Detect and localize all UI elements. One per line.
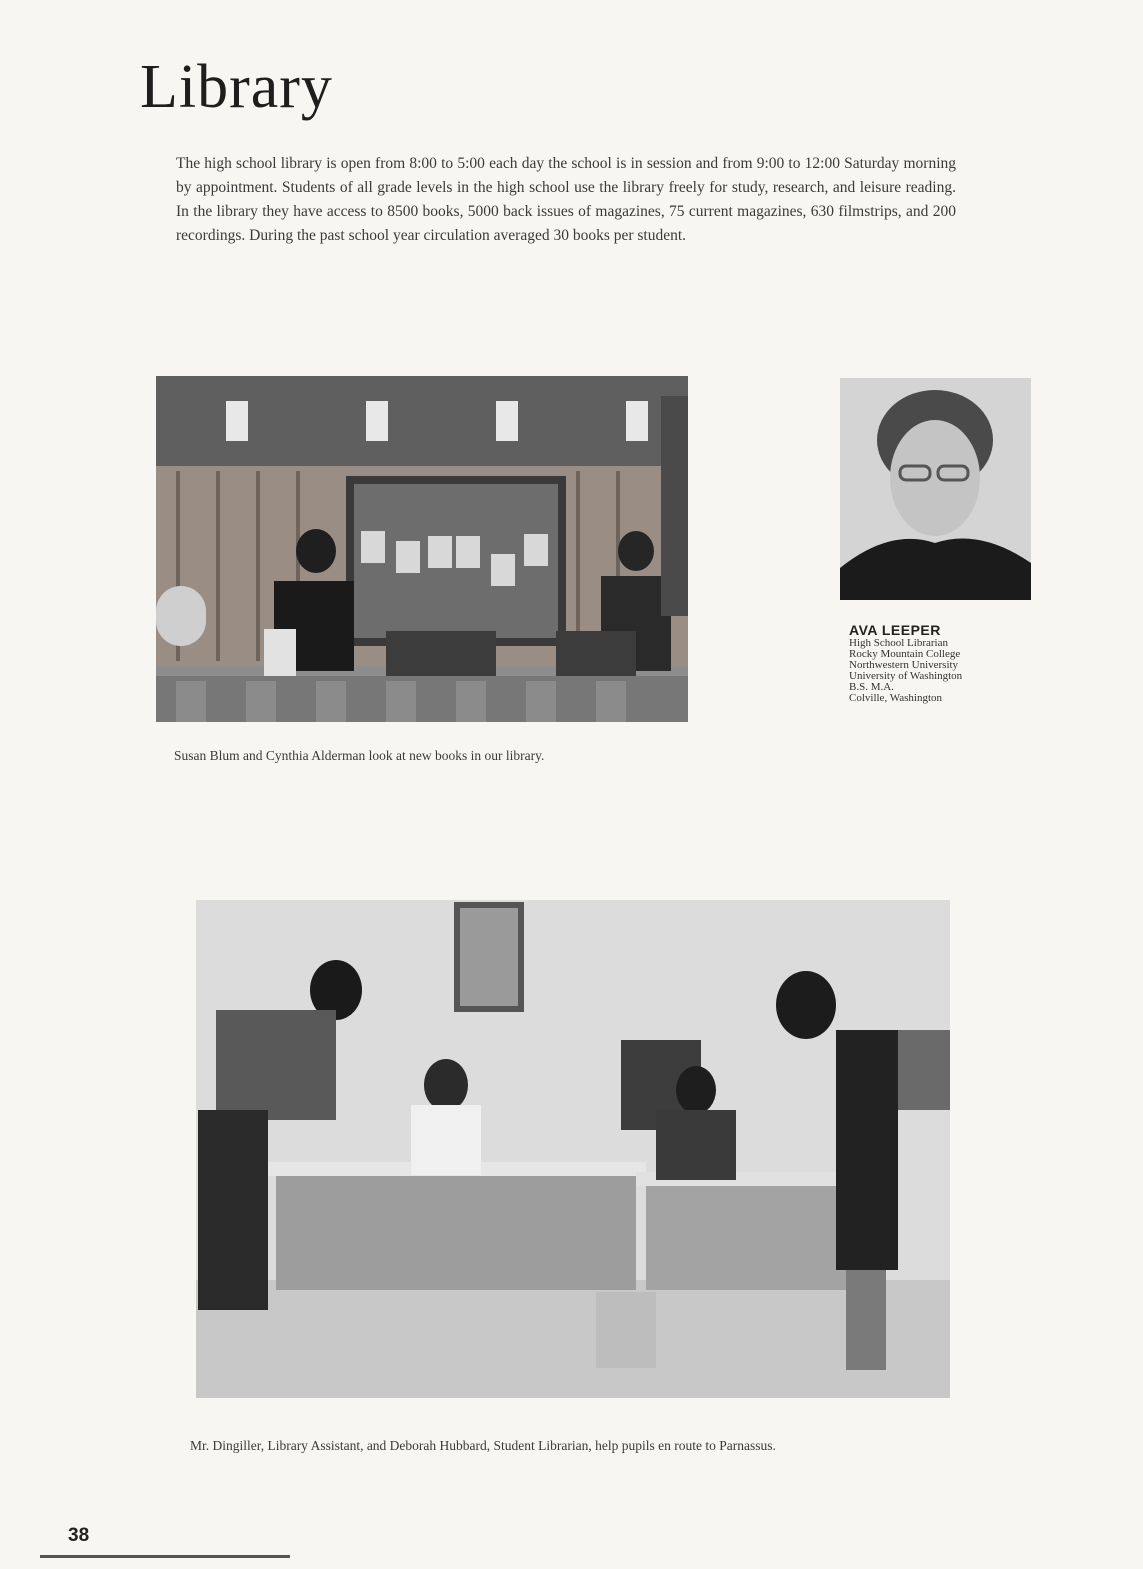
bio-line: High School Librarian [849,637,948,649]
bio-line: B.S. M.A. [849,681,894,693]
librarian-bio [849,623,1049,704]
library-assistants-photo [196,900,950,1398]
footer-rule [40,1555,290,1558]
intro-paragraph: The high school library is open from 8:00 to 5:00 each day the school is in session and from 9:00 to 12:00 Saturday morning by appointment. Students of all grade levels in the high school use the library freely for study, research, and leisure reading. In the library they have access to 8500 books, 5000 back issues of magazines, 75 current magazines, 630 filmstrips, and 200 recordings. During the past school year circulation averaged 30 books per student. [176,155,956,244]
bio-line: University of Washington [849,670,963,682]
bio-line: Northwestern University [849,659,959,671]
librarian-name: AVA LEEPER [849,622,941,638]
photo-caption: Susan Blum and Cynthia Alderman look at new books in our library. [174,748,545,763]
bio-line: Rocky Mountain College [849,648,961,660]
page-title: Library [140,53,333,121]
library-desk-photo [156,376,688,722]
librarian-portrait-photo [840,378,1031,600]
page-number: 38 [68,1525,90,1546]
bio-line: Colville, Washington [849,692,943,704]
photo-caption: Mr. Dingiller, Library Assistant, and Deborah Hubbard, Student Librarian, help pupils en route to Parnassus. [190,1438,776,1453]
